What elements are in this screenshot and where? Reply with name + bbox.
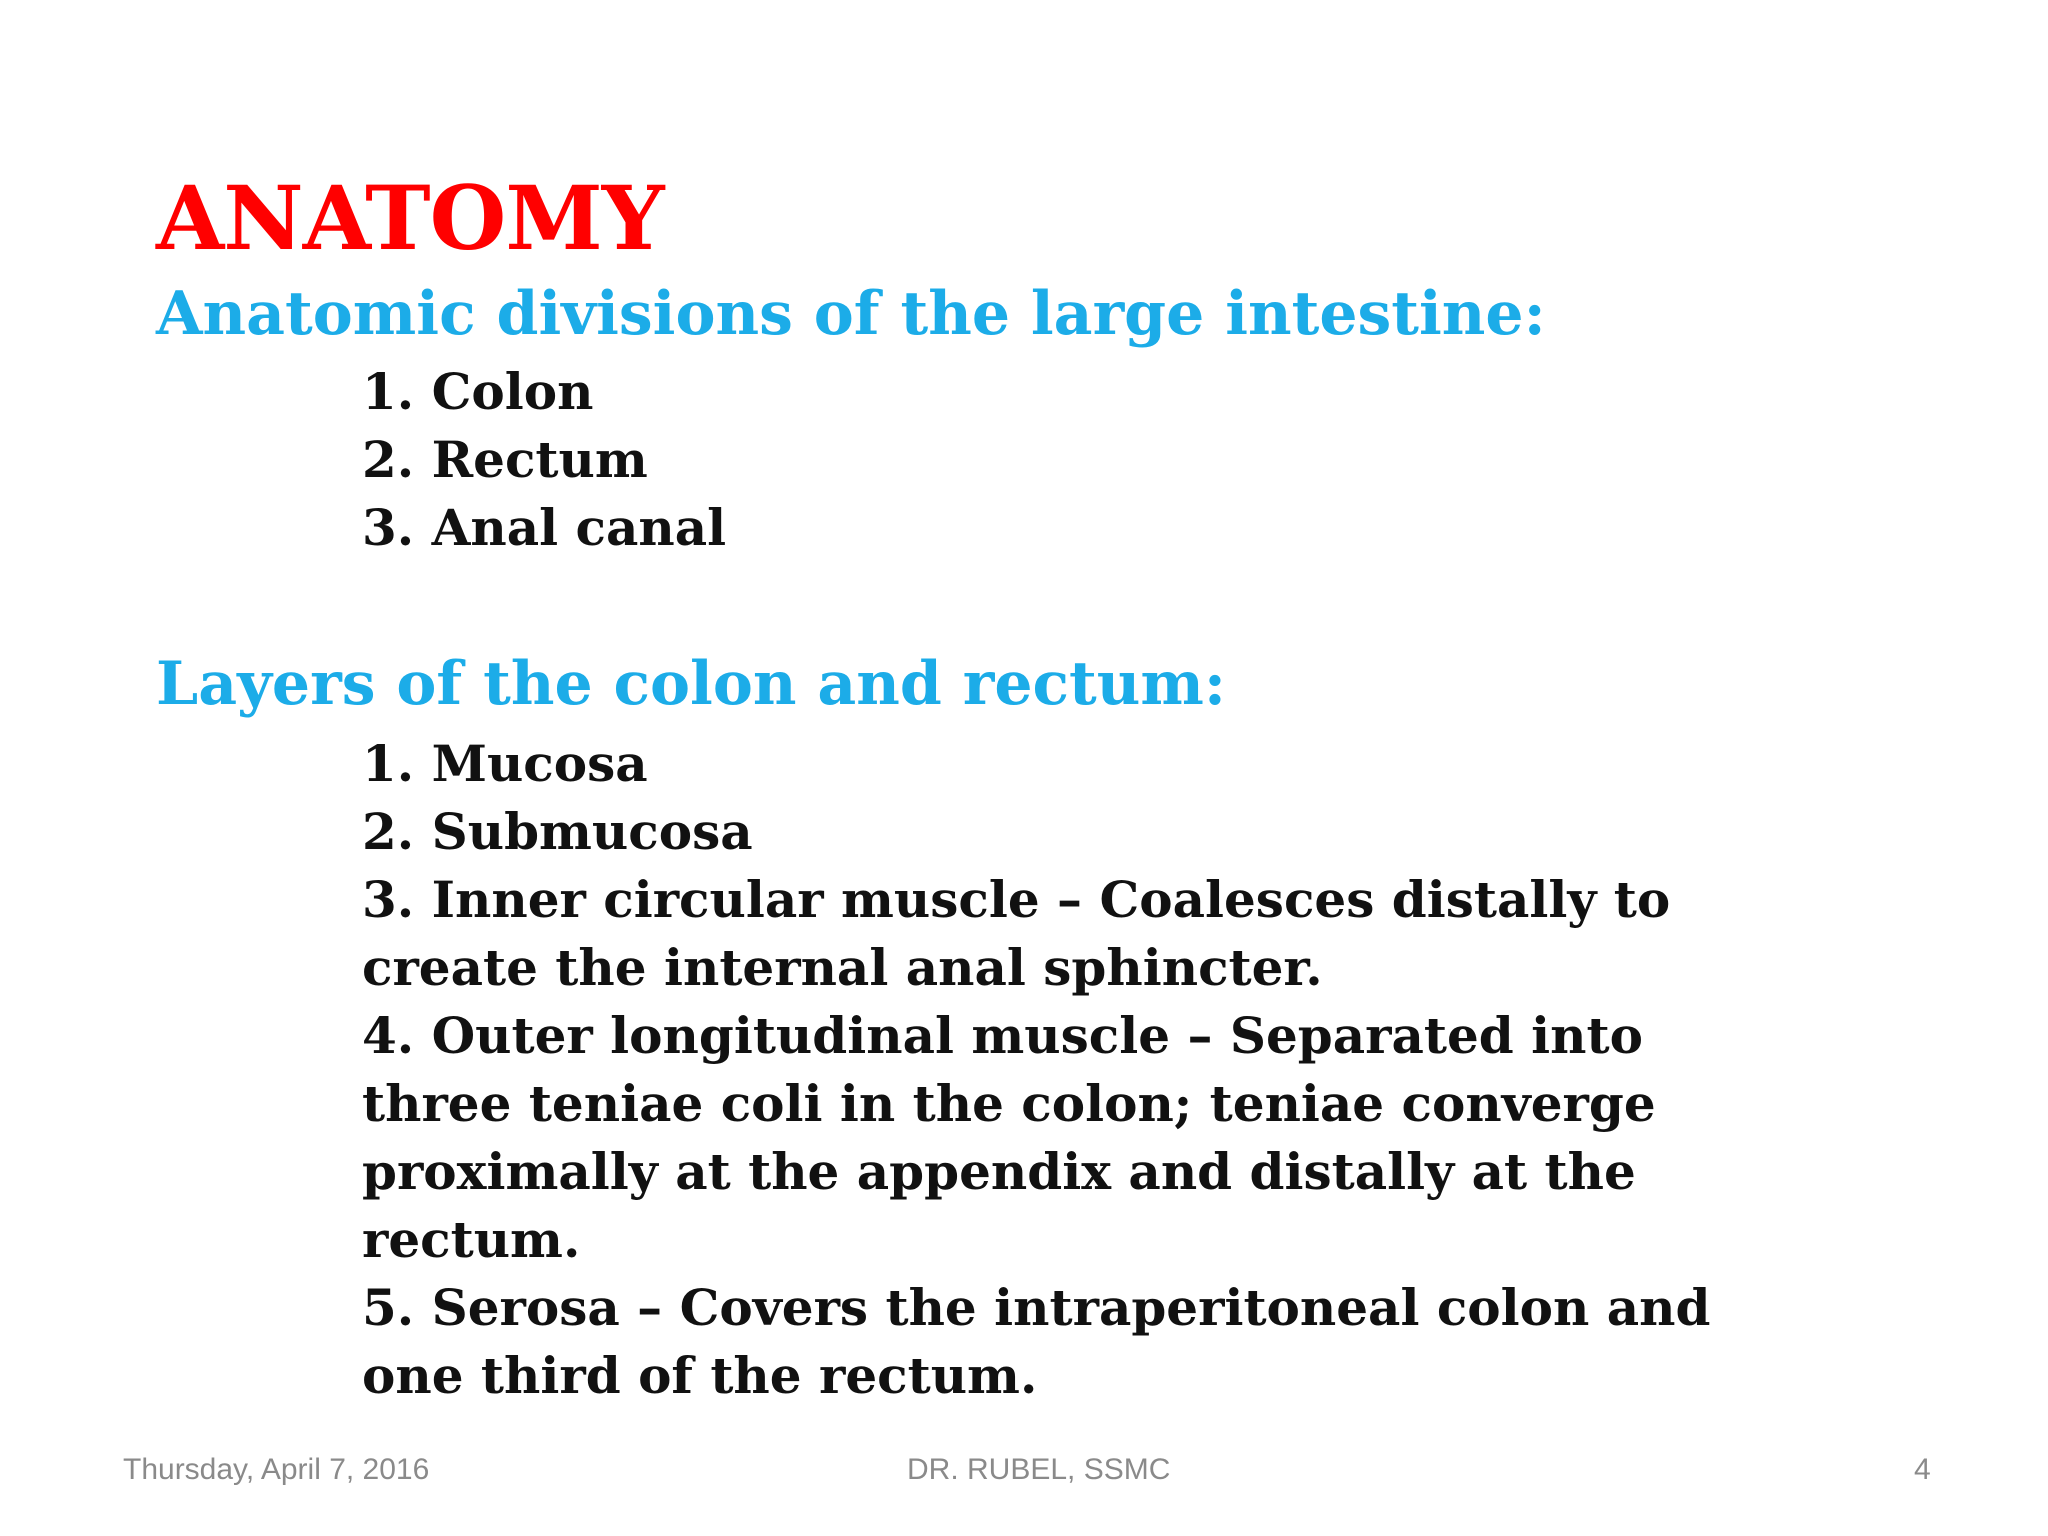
list-item: 1. Mucosa — [362, 734, 648, 793]
list-item: 1. Colon — [362, 362, 594, 421]
list-item: 3. Inner circular muscle – Coalesces distally to create the internal anal sphincter. — [362, 870, 1671, 997]
divisions-list — [362, 358, 726, 562]
section-heading-layers: Layers of the colon and rectum: — [156, 649, 1227, 719]
list-item: 2. Submucosa — [362, 802, 753, 861]
footer-date: Thursday, April 7, 2016 — [123, 1453, 430, 1486]
list-item: 5. Serosa – Covers the intraperitoneal colon and one third of the rectum. — [362, 1278, 1711, 1405]
slide-title: ANATOMY — [156, 166, 664, 270]
list-item: 4. Outer longitudinal muscle – Separated into three teniae coli in the colon; teniae converge proximally at the appendix and distally at the rectum. — [362, 1006, 1656, 1269]
section-heading-divisions: Anatomic divisions of the large intestine: — [156, 279, 1546, 349]
layers-list — [362, 730, 1782, 1410]
list-item: 2. Rectum — [362, 430, 648, 489]
footer-author: DR. RUBEL, SSMC — [907, 1453, 1171, 1486]
footer-page-number: 4 — [1914, 1453, 1931, 1486]
list-item: 3. Anal canal — [362, 498, 727, 557]
